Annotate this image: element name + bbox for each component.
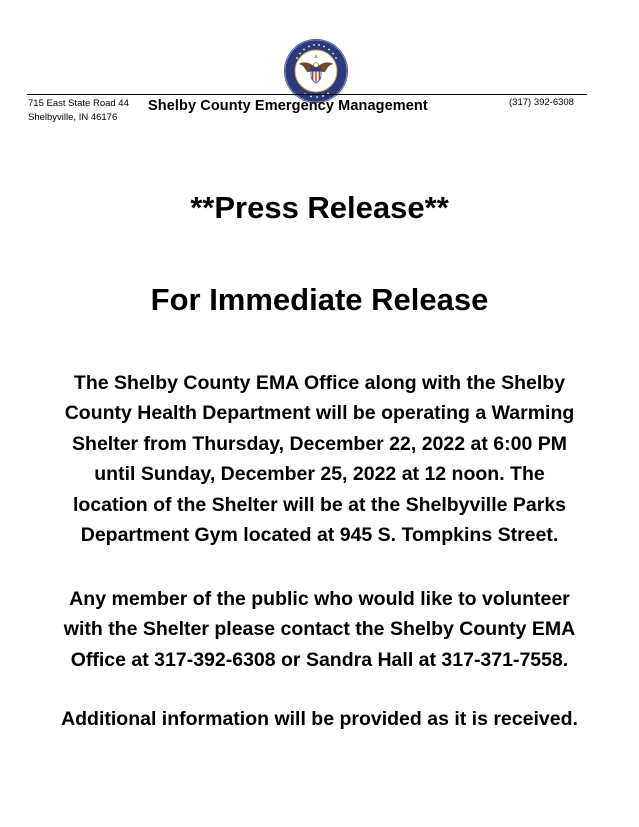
page-title: **Press Release** <box>190 190 449 225</box>
paragraph-line: until Sunday, December 25, 2022 at 12 noon. The <box>94 463 545 486</box>
paragraph-line: Any member of the public who would like to volunteer <box>69 588 570 610</box>
paragraph-line: with the Shelter please contact the Shelby County EMA <box>63 618 576 641</box>
paragraph-line: Office at 317-392-6308 or Sandra Hall at 317-371-7558. <box>70 648 569 671</box>
address-street: 715 East State Road 44 <box>28 98 129 109</box>
paragraph-line: The Shelby County EMA Office along with the Shelby <box>73 372 566 394</box>
paragraph-line: Department Gym located at 945 S. Tompkins Street. <box>80 524 559 547</box>
paragraph-line: location of the Shelter will be at the Shelbyville Parks <box>72 493 567 516</box>
closing-paragraph <box>16 704 623 734</box>
paragraph-line: Additional information will be provided as it is received. <box>61 708 578 730</box>
volunteer-paragraph <box>16 584 623 675</box>
paragraph-line: Shelter from Thursday, December 22, 2022 at 6:00 PM <box>72 432 567 455</box>
announcement-paragraph <box>16 368 623 550</box>
organization-name: Shelby County Emergency Management <box>148 98 428 114</box>
address-city: Shelbyville, IN 46176 <box>28 112 118 123</box>
page-subtitle: For Immediate Release <box>150 282 489 317</box>
paragraph-line: County Health Department will be operating a Warming <box>64 402 575 425</box>
header-address <box>28 97 129 125</box>
header-phone: (317) 392-6308 <box>509 97 574 108</box>
header-divider <box>27 94 587 95</box>
